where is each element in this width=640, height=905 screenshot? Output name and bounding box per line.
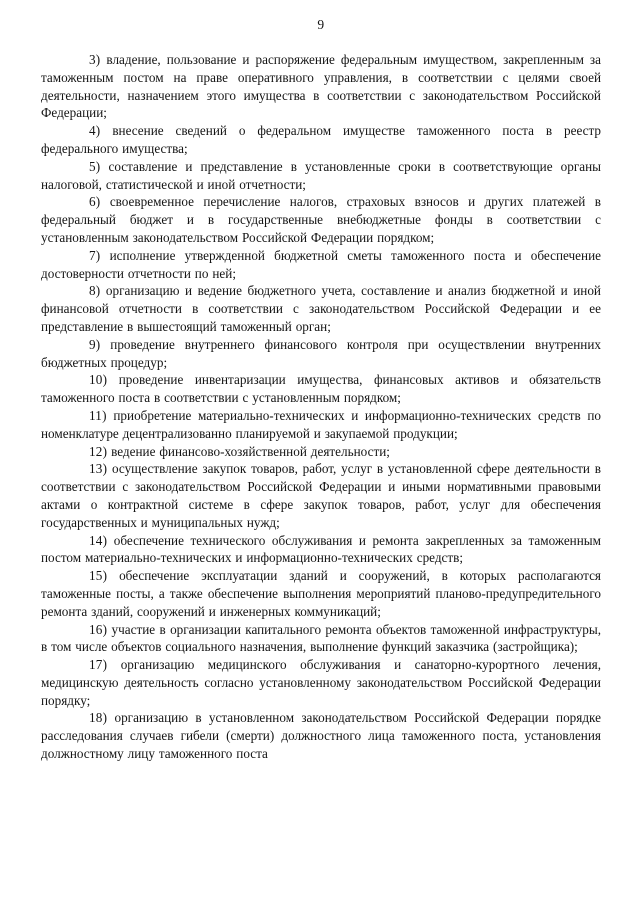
- item-number: 6): [89, 194, 101, 210]
- item-text: организацию медицинского обслуживания и санаторно-курортного лечения, медицинскую деятельность согласно установленному законодательством Российской Федерации порядку;: [41, 657, 601, 708]
- item-text: исполнение утвержденной бюджетной сметы таможенного поста и обеспечение достоверности отчетности по ней;: [41, 247, 601, 281]
- list-item: [41, 656, 601, 709]
- item-text: осуществление закупок товаров, работ, услуг в установленной сфере деятельности в соответствии с законодательством Российской Федерации и иными нормативными правовыми актами о контрактной системе в сфере закупок товаров, работ, услуг для обеспечения государственных и муниципальных нужд;: [41, 461, 601, 530]
- item-text: обеспечение технического обслуживания и ремонта закрепленных за таможенным постом материально-технических и информационно-технических средств;: [41, 532, 601, 566]
- item-text: владение, пользование и распоряжение федеральным имуществом, закрепленным за таможенным постом на праве оперативного управления, в соответствии с целями своей деятельности, назначением этого имущества в соответствии с законодательством Российской Федерации;: [41, 52, 601, 121]
- page-number: 9: [317, 17, 325, 32]
- document-body: [41, 51, 601, 763]
- item-text: обеспечение эксплуатации зданий и сооружений, в которых располагаются таможенные посты, а также обеспечение выполнения мероприятий планово-предупредительного ремонта зданий, сооружений и инженерных коммуникаций;: [41, 568, 601, 619]
- item-number: 15): [89, 568, 108, 584]
- item-number: 17): [89, 657, 108, 673]
- item-number: 14): [89, 532, 108, 548]
- item-number: 12): [89, 443, 108, 459]
- item-number: 8): [89, 283, 101, 299]
- list-item: [41, 567, 601, 620]
- list-item: [41, 247, 601, 283]
- list-item: [41, 371, 601, 407]
- item-number: 7): [89, 247, 101, 263]
- list-item: [41, 460, 601, 531]
- item-text: составление и представление в установленные сроки в соответствующие органы налоговой, статистической и иной отчетности;: [41, 158, 601, 192]
- item-text: проведение внутреннего финансового контроля при осуществлении внутренних бюджетных процедур;: [41, 336, 601, 370]
- item-number: 5): [89, 158, 101, 174]
- item-number: 4): [89, 123, 101, 139]
- item-number: 18): [89, 710, 108, 726]
- item-text: ведение финансово-хозяйственной деятельности;: [111, 443, 390, 459]
- list-item: [41, 407, 601, 443]
- list-item: [41, 282, 601, 335]
- item-number: 10): [89, 372, 108, 388]
- list-item: [41, 532, 601, 568]
- list-item: [41, 122, 601, 158]
- list-item: [41, 336, 601, 372]
- list-item: [41, 158, 601, 194]
- item-text: организацию в установленном законодательством Российской Федерации порядке расследования случаев гибели (смерти) должностного лица таможенного поста, установления должностному лицу таможенного поста: [41, 710, 601, 762]
- item-number: 11): [89, 407, 107, 423]
- list-item: [41, 621, 601, 657]
- list-item: [41, 51, 601, 122]
- item-text: организацию и ведение бюджетного учета, составление и анализ бюджетной и иной финансовой отчетности в соответствии с законодательством Российской Федерации и ее представление в вышестоящий таможенный орган;: [41, 283, 601, 334]
- item-number: 13): [89, 461, 108, 477]
- item-number: 9): [89, 336, 101, 352]
- list-item: [41, 443, 601, 461]
- item-number: 3): [89, 52, 101, 67]
- item-text: внесение сведений о федеральном имуществе таможенного поста в реестр федерального имущества;: [41, 123, 601, 156]
- item-text: проведение инвентаризации имущества, финансовых активов и обязательств таможенного поста в соответствии с установленным порядком;: [41, 372, 601, 406]
- item-text: приобретение материально-технических и информационно-технических средств по номенклатуре децентрализованно планируемой и закупаемой продукции;: [41, 407, 601, 441]
- list-item: [41, 193, 601, 246]
- item-number: 16): [89, 621, 108, 637]
- list-item: [41, 709, 601, 762]
- item-text: своевременное перечисление налогов, страховых взносов и других платежей в федеральный бюджет и в государственные внебюджетные фонды в соответствии с установленным законодательством Российской Федерации порядком;: [41, 194, 601, 245]
- item-text: участие в организации капитального ремонта объектов таможенной инфраструктуры, в том числе объектов социального назначения, выполнение функций заказчика (застройщика);: [41, 621, 601, 655]
